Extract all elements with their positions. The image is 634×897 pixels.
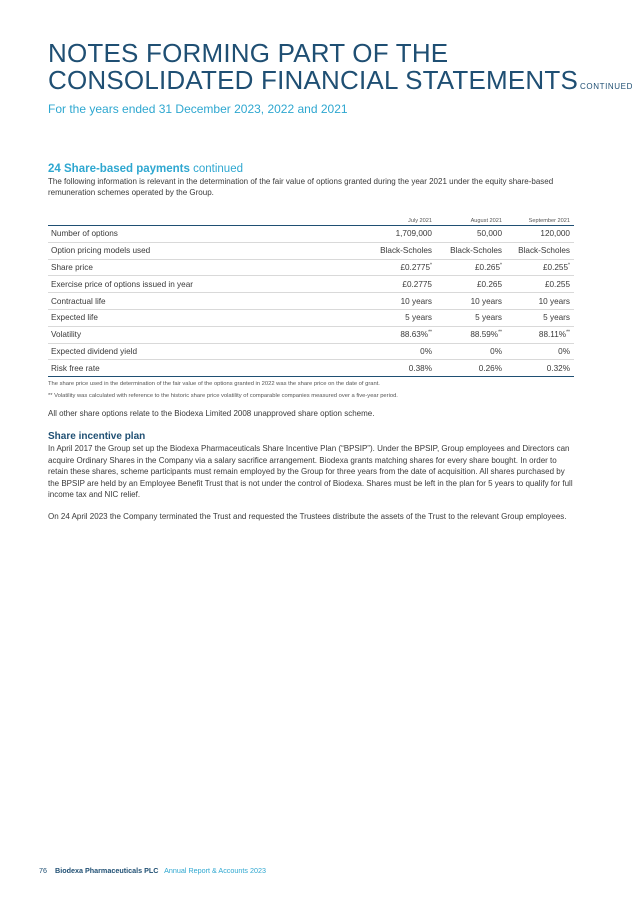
- page-title-line-2-text: CONSOLIDATED FINANCIAL STATEMENTS: [48, 65, 579, 95]
- table-column-header: July 2021: [368, 212, 436, 226]
- table-cell-value: £0.265: [476, 279, 502, 289]
- share-incentive-plan: [48, 431, 578, 530]
- table-cell-value: 0.38%: [408, 363, 432, 373]
- table-cell: [506, 343, 574, 360]
- table-row-label: Contractual life: [48, 293, 368, 310]
- table-row: [48, 343, 574, 360]
- table-cell-value: 1,709,000: [395, 229, 432, 239]
- table-cell-value: 88.59%: [470, 330, 499, 340]
- footnote-marker: **: [498, 329, 502, 336]
- footnote-volatility: ** Volatility was calculated with reference to the historic share price volatility of comparable companies measured over a five-year period.: [48, 393, 398, 399]
- table-row: [48, 309, 574, 326]
- table-row-label: Expected life: [48, 309, 368, 326]
- section-heading: [48, 163, 576, 176]
- table-row: [48, 326, 574, 343]
- table-cell: [368, 343, 436, 360]
- section-number: 24: [48, 163, 61, 175]
- table-row: [48, 360, 574, 377]
- table-cell: [506, 309, 574, 326]
- table-cell-value: 5 years: [405, 313, 432, 323]
- table-cell-value: 0.26%: [478, 363, 502, 373]
- table-cell-value: 5 years: [475, 313, 502, 323]
- share-options-table: [48, 212, 574, 377]
- table-cell: [368, 293, 436, 310]
- table-cell: [506, 293, 574, 310]
- page-title-line-1: NOTES FORMING PART OF THE: [48, 38, 449, 68]
- table-cell: [506, 360, 574, 377]
- table-cell-value: £0.2775: [400, 262, 431, 272]
- table-cell: [436, 293, 506, 310]
- table-row: [48, 226, 574, 243]
- table-cell: [368, 259, 436, 276]
- table-cell-value: 10 years: [400, 296, 432, 306]
- plan-paragraph-2: On 24 April 2023 the Company terminated the Trust and requested the Trustees distribute the assets of the Trust to the relevant Group employees.: [48, 511, 567, 521]
- table-cell: [368, 326, 436, 343]
- table-cell-value: 50,000: [476, 229, 502, 239]
- table-cell-value: £0.265: [475, 262, 501, 272]
- page-footer: [39, 866, 266, 875]
- table-column-header: August 2021: [436, 212, 506, 226]
- table-row-label: Share price: [48, 259, 368, 276]
- table-cell-value: 88.11%: [538, 330, 567, 340]
- table-row-label: Number of options: [48, 226, 368, 243]
- table-cell-value: £0.255: [543, 262, 569, 272]
- table-cell-value: 0%: [420, 346, 432, 356]
- table-cell-value: 120,000: [540, 229, 570, 239]
- table-row-label: Risk free rate: [48, 360, 368, 377]
- table-row-label: Volatility: [48, 326, 368, 343]
- table-cell-value: £0.2775: [402, 279, 432, 289]
- continued-tag: CONTINUED: [580, 82, 633, 91]
- footnote-share-price: The share price used in the determination of the fair value of the options granted in 2022 was the share price on the date of grant.: [48, 381, 380, 387]
- table-cell: [506, 326, 574, 343]
- section-title: Share-based payments: [64, 163, 190, 175]
- table-column-header: September 2021: [506, 212, 574, 226]
- page-title-block: [48, 38, 633, 116]
- footnote-marker: *: [568, 262, 570, 269]
- table-cell-value: 5 years: [543, 313, 570, 323]
- footer-company: Biodexa Pharmaceuticals PLC: [55, 866, 159, 875]
- table-cell-value: 0%: [558, 346, 570, 356]
- table-row: [48, 259, 574, 276]
- table-cell: [436, 276, 506, 293]
- table-cell-value: 0.32%: [546, 363, 570, 373]
- table-cell-value: £0.255: [544, 279, 570, 289]
- footnote-marker: *: [500, 262, 502, 269]
- table-row-label: Expected dividend yield: [48, 343, 368, 360]
- all-other-options-note: All other share options relate to the Biodexa Limited 2008 unapproved share option scheme.: [48, 409, 375, 418]
- table-cell-value: Black-Scholes: [380, 246, 432, 256]
- table-cell: [436, 360, 506, 377]
- page-number: 76: [39, 866, 47, 875]
- plan-heading: Share incentive plan: [48, 431, 146, 442]
- table-cell-value: Black-Scholes: [450, 246, 502, 256]
- table-row-label: Option pricing models used: [48, 242, 368, 259]
- page-subtitle: For the years ended 31 December 2023, 2022 and 2021: [48, 102, 348, 116]
- table-cell-value: 10 years: [538, 296, 570, 306]
- section-continued: continued: [193, 163, 243, 175]
- table-cell: [368, 242, 436, 259]
- table-cell: [506, 226, 574, 243]
- page-title-line-2: [48, 65, 633, 100]
- footnote-marker: *: [430, 262, 432, 269]
- table-cell-value: 88.63%: [400, 330, 429, 340]
- table-cell-value: Black-Scholes: [518, 246, 570, 256]
- table-cell: [506, 242, 574, 259]
- table-row: [48, 242, 574, 259]
- table-header-row: [48, 212, 574, 226]
- table-row: [48, 293, 574, 310]
- table-cell: [368, 226, 436, 243]
- table-cell: [368, 276, 436, 293]
- table-cell: [506, 259, 574, 276]
- table-footnotes: [48, 378, 576, 402]
- table-header-label: [48, 212, 368, 226]
- table-row: [48, 276, 574, 293]
- table-row-label: Exercise price of options issued in year: [48, 276, 368, 293]
- section-24: [48, 163, 576, 198]
- table-cell: [436, 242, 506, 259]
- table-cell: [436, 259, 506, 276]
- table-cell: [436, 309, 506, 326]
- footer-report: Annual Report & Accounts 2023: [164, 866, 266, 875]
- table-cell: [368, 309, 436, 326]
- table-cell: [368, 360, 436, 377]
- table-cell-value: 0%: [490, 346, 502, 356]
- footnote-marker: **: [566, 329, 570, 336]
- table-cell: [436, 326, 506, 343]
- section-intro: The following information is relevant in the determination of the fair value of options granted during the year 2021 under the equity share-based remuneration schemes operated by the Group.: [48, 177, 554, 197]
- table-cell-value: 10 years: [470, 296, 502, 306]
- table-cell: [436, 226, 506, 243]
- footnote-marker: **: [428, 329, 432, 336]
- table-cell: [506, 276, 574, 293]
- plan-paragraph-1: In April 2017 the Group set up the Biodexa Pharmaceuticals Share Incentive Plan (“BPSIP”). Under the BPSIP, Group employees and Directors can acquire Ordinary Shares in the Company via a salary sacrifice arrangement. Biodexa grants matching shares for every share bought. In order to retain these shares, scheme participants must remain employed by the Group for three years from the date of acquisition. All shares purchased by the BPSIP are held by an Employee Benefit Trust that is not under the control of Biodexa. Shares must be left in the plan for 5 years to qualify for full income tax and NIC relief.: [48, 444, 573, 499]
- table-cell: [436, 343, 506, 360]
